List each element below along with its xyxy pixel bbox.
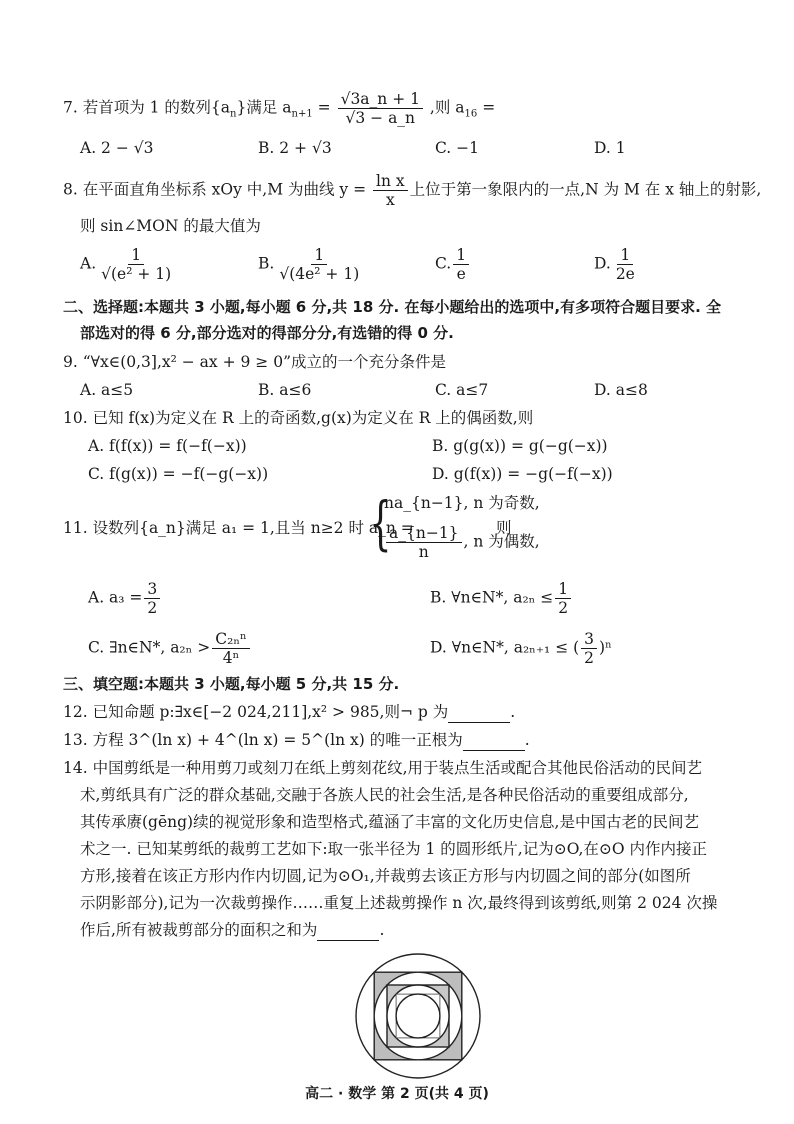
q8-option-a: A. $\frac{1}{\text{√(e² + 1)}}$ bbox=[80, 246, 172, 283]
page-footer: 高二 · 数学 第 2 页(共 4 页) bbox=[305, 1086, 489, 1102]
q7-fraction: $\frac{√3a\_n + 1}{√3 - a\_n}$ bbox=[338, 90, 423, 127]
q14-line: 示阴影部分),记为一次裁剪操作……重复上述裁剪操作 n 次,最终得到该剪纸,则第 2 024 次操 bbox=[80, 894, 718, 912]
q14-line: 方形,接着在该正方形内作内切圆,记为⊙O₁,并裁剪去该正方形与内切圆之间的部分(如图所 bbox=[80, 867, 691, 885]
q8-option-d: D. $\frac{1}{2e}$ bbox=[594, 246, 635, 283]
q9-option-b: B. a≤6 bbox=[258, 381, 312, 399]
q10-option-b: B. g(g(x)) = g(−g(−x)) bbox=[432, 437, 608, 455]
q7-option-d: D. 1 bbox=[594, 139, 626, 157]
q13-stem: 13. 方程 3^(ln x) + 4^(ln x) = 5^(ln x) 的唯一正根为 . bbox=[63, 731, 530, 749]
q8-option-c: C. $\frac{1}{e}$ bbox=[435, 246, 471, 283]
section-2-heading-line2: 部选对的得 6 分,部分选对的得部分分,有选错的得 0 分. bbox=[80, 324, 454, 342]
q11-option-d: D. ∀n∈N*, a₂ₙ₊₁ ≤ ( $\frac{3}{2}$ )ⁿ bbox=[430, 630, 612, 667]
q11-option-a: A. a₃ = $\frac{3}{2}$ bbox=[88, 580, 162, 617]
q11-option-b: B. ∀n∈N*, a₂ₙ ≤ $\frac{1}{2}$ bbox=[430, 580, 573, 617]
q9-option-a: A. a≤5 bbox=[80, 381, 134, 399]
q11-then: 则 bbox=[496, 519, 512, 537]
q11-case-even: $\frac{a\_\{n-1\}}{n}$ , n 为偶数, bbox=[384, 524, 540, 561]
q7-option-c: C. −1 bbox=[435, 139, 480, 157]
q7-stem: 7. 若首项为 1 的数列$\{a_n\}$满足 $a_{n+1}$ = $\frac{√3a\_n + 1}{√3 - a\_n}$ ,则 $a_{16}$ = bbox=[63, 90, 496, 127]
q13-answer-blank[interactable] bbox=[463, 734, 525, 751]
q10-option-d: D. g(f(x)) = −g(−f(−x)) bbox=[432, 465, 613, 483]
q11-option-c: C. ∃n∈N*, a₂ₙ > $\frac{\text{C₂ₙⁿ}}{\text{4ⁿ}}$ bbox=[88, 630, 252, 667]
q10-option-a: A. f(f(x)) = f(−f(−x)) bbox=[88, 437, 247, 455]
q9-option-c: C. a≤7 bbox=[435, 381, 489, 399]
q11-stem: 11. 设数列{a_n}满足 a₁ = 1,且当 n≥2 时 a_n = bbox=[63, 519, 414, 537]
q14-line: 其传承赓(gēng)续的视觉形象和造型格式,蕴涵了丰富的文化历史信息,是中国古老的民间艺 bbox=[80, 813, 699, 831]
q8-stem-line2: 则 sin∠MON 的最大值为 bbox=[80, 217, 261, 235]
q14-line: 术,剪纸具有广泛的群众基础,交融于各族人民的社会生活,是各种民俗活动的重要组成部分, bbox=[80, 786, 689, 804]
section-2-heading: 二、选择题:本题共 3 小题,每小题 6 分,共 18 分. 在每小题给出的选项中,有多项符合题目要求. 全 bbox=[63, 298, 722, 316]
q11-case-odd: na_{n−1}, n 为奇数, bbox=[384, 494, 540, 512]
q14-line: 术之一. 已知某剪纸的裁剪工艺如下:取一张半径为 1 的圆形纸片,记为⊙O,在⊙O 内作内接正 bbox=[80, 840, 708, 858]
q10-stem: 10. 已知 f(x)为定义在 R 上的奇函数,g(x)为定义在 R 上的偶函数,则 bbox=[63, 409, 534, 427]
q8-option-b: B. $\frac{1}{\text{√(4e² + 1)}}$ bbox=[258, 246, 360, 283]
q14-last-line: 作后,所有被裁剪部分的面积之和为 . bbox=[80, 921, 385, 939]
q8-stem: 8. 在平面直角坐标系 xOy 中,M 为曲线 y = $\frac{\text{ln x}}{x}$ 上位于第一象限内的一点,N 为 M 在 x 轴上的射影, bbox=[63, 172, 762, 209]
q11-brace: { bbox=[369, 489, 392, 557]
q7-option-a: A. 2 − √3 bbox=[80, 139, 154, 157]
q12-stem: 12. 已知命题 p:∃x∈[−2 024,211],x² > 985,则¬ p 为 . bbox=[63, 703, 516, 721]
q14-answer-blank[interactable] bbox=[317, 924, 379, 941]
q8-fraction: $\frac{\text{ln x}}{x}$ bbox=[373, 172, 408, 209]
q9-option-d: D. a≤8 bbox=[594, 381, 648, 399]
q12-answer-blank[interactable] bbox=[448, 706, 510, 723]
q7-option-b: B. 2 + √3 bbox=[258, 139, 332, 157]
q9-stem: 9. “∀x∈(0,3],x² − ax + 9 ≥ 0”成立的一个充分条件是 bbox=[63, 353, 446, 371]
q10-option-c: C. f(g(x)) = −f(−g(−x)) bbox=[88, 465, 269, 483]
q14-line: 14. 中国剪纸是一种用剪刀或刻刀在纸上剪刻花纹,用于装点生活或配合其他民俗活动的民间艺 bbox=[63, 759, 703, 777]
q14-papercut-figure bbox=[352, 950, 484, 1082]
section-3-heading: 三、填空题:本题共 3 小题,每小题 5 分,共 15 分. bbox=[63, 675, 400, 693]
